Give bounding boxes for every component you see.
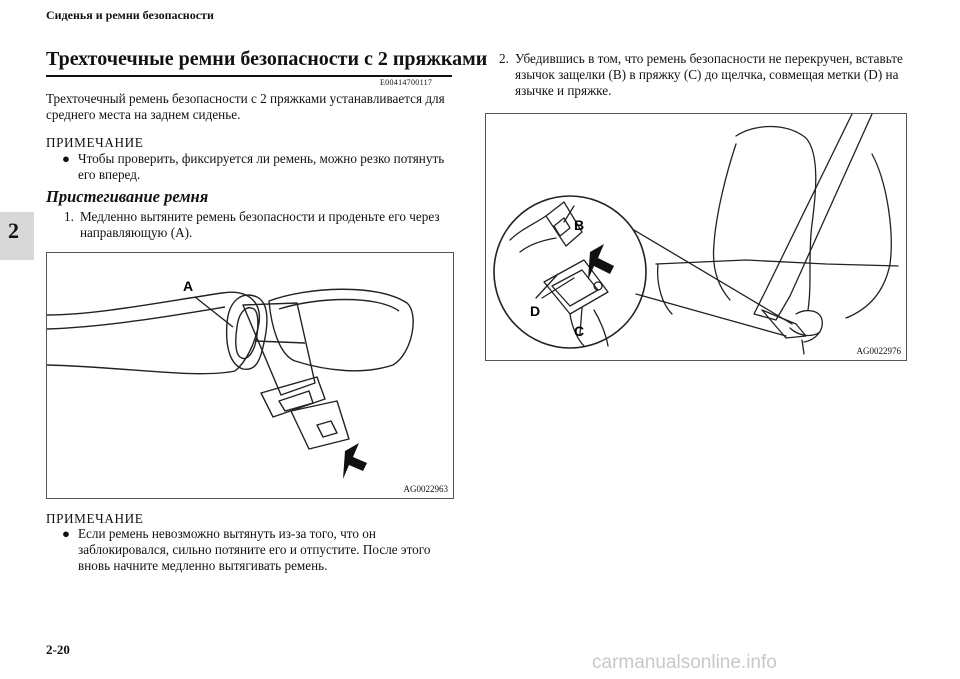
page-number: 2-20 <box>46 642 70 657</box>
note-text-1: Чтобы проверить, фиксируется ли ремень, можно резко потянуть его вперед. <box>78 151 445 182</box>
intro-paragraph: Трехточечный ремень безопасности с 2 пряжками устанавливается для среднего места на заднем сиденье. <box>46 91 445 122</box>
step-1-number: 1. <box>64 209 74 224</box>
figure-2-code: AG0022976 <box>856 346 901 356</box>
step-1-text: Медленно вытяните ремень безопасности и проденьте его через направляющую (A). <box>80 209 440 240</box>
label-b: B <box>574 217 585 233</box>
note-body-1 <box>62 151 462 183</box>
figure-1-code: AG0022963 <box>403 484 448 494</box>
note-heading-1: ПРИМЕЧАНИЕ <box>46 135 144 150</box>
document-code: E00414700117 <box>380 78 433 87</box>
label-d: D <box>530 303 541 319</box>
note-heading-2: ПРИМЕЧАНИЕ <box>46 511 144 526</box>
running-header: Сиденья и ремни безопасности <box>46 8 214 22</box>
belt-guide-illustration <box>47 253 453 498</box>
section-tab-number: 2 <box>8 218 19 243</box>
label-a: A <box>183 278 194 294</box>
note-body-2 <box>62 526 442 574</box>
step-2 <box>499 51 904 99</box>
step-1 <box>64 209 464 241</box>
figure-buckle-insertion <box>485 113 907 361</box>
note-text-2: Если ремень невозможно вытянуть из-за того, что он заблокировался, сильно потяните его и отпустите. После этого вновь начните медленно вытягивать ремень. <box>78 526 431 573</box>
title-rule <box>46 75 452 77</box>
figure-belt-guide <box>46 252 454 499</box>
step-2-number: 2. <box>499 51 509 66</box>
step-2-text: Убедившись в том, что ремень безопасности не перекручен, вставьте язычок защелки (B) в пряжку (C) до щелчка, совмещая метки (D) на язычке и пряжке. <box>515 51 903 98</box>
page-title: Трехточечные ремни безопасности с 2 пряжками <box>46 48 488 70</box>
label-c: C <box>574 323 585 339</box>
bullet-icon: ● <box>62 526 70 541</box>
bullet-icon: ● <box>62 151 70 166</box>
watermark: carmanualsonline.info <box>592 652 777 673</box>
buckle-insertion-illustration <box>486 114 906 360</box>
subsection-heading: Пристегивание ремня <box>46 187 209 206</box>
